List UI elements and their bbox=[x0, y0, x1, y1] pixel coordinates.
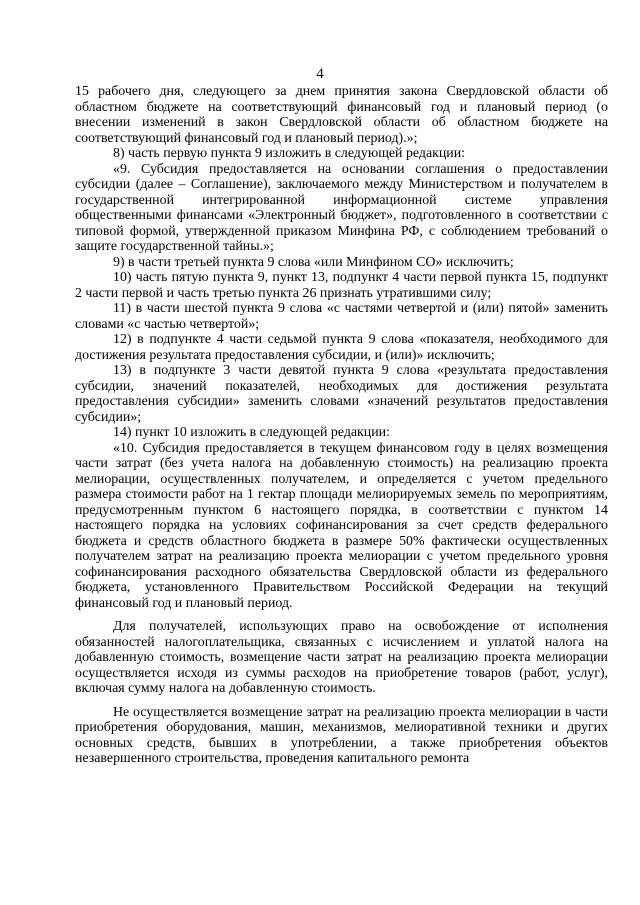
paragraph-item-8: 8) часть первую пункта 9 изложить в следующей редакции: bbox=[113, 146, 466, 161]
paragraph-item-13: 13) в подпункте 3 части девятой пункта 9 слова «результата предоставления субсидии, значений показателей, необходимых для достижения результата предоставления субсидии» заменить словами «значений результатов предоставления субсидии»; bbox=[75, 363, 608, 425]
paragraph-item-14: 14) пункт 10 изложить в следующей редакции: bbox=[113, 425, 390, 440]
page-number: 4 bbox=[316, 66, 324, 82]
paragraph-clause-9: «9. Субсидия предоставляется на основании соглашения о предоставлении субсидии (далее – Соглашение), заключаемого между Министерством и получателем в государственной интегрированной информационной системе управления общественными финансами «Электронный бюджет», подготовленного в соответствии с типовой формой, утвержденной приказом Минфина РФ, с соблюдением требований о защите государственной тайны.»; bbox=[75, 161, 608, 254]
paragraph-exclusions: Не осуществляется возмещение затрат на реализацию проекта мелиорации в части приобретения оборудования, машин, механизмов, мелиоративной техники и других основных средств, бывших в употреблении, а также приобретения объектов незавершенного строительства, проведения капитального ремонта bbox=[75, 704, 608, 766]
paragraph-continuation: 15 рабочего дня, следующего за днем принятия закона Свердловской области об областном бюджете на соответствующий финансовый год и плановый период (о внесении изменений в закон Свердловской области об областном бюджете на соответствующий финансовый год и плановый период).»; bbox=[75, 84, 608, 146]
paragraph-vat-exemption: Для получателей, использующих право на освобождение от исполнения обязанностей налогоплательщика, связанных с исчислением и уплатой налога на добавленную стоимость, возмещение части затрат на реализацию проекта мелиорации осуществляется исходя из суммы расходов на приобретение товаров (работ, услуг), включая сумму налога на добавленную стоимость. bbox=[75, 619, 608, 696]
document-body bbox=[75, 84, 608, 767]
paragraph-clause-10: «10. Субсидия предоставляется в текущем финансовом году в целях возмещения части затрат (без учета налога на добавленную стоимость) на реализацию проекта мелиорации, осуществленных получателем, и определяется с учетом предельного размера стоимости работ на 1 гектар площади мелиорируемых земель по мероприятиям, предусмотренным пунктом 6 настоящего порядка, в соответствии с пунктом 14 настоящего порядка на условиях софинансирования за счет средств федерального бюджета и средств областного бюджета в размере 50% фактически осуществленных получателем затрат на реализацию проекта мелиорации с учетом предельного уровня софинансирования расходного обязательства Свердловской области из федерального бюджета, установленного Правительством Российской Федерации на текущий финансовый год и плановый период. bbox=[75, 440, 608, 611]
paragraph-item-12: 12) в подпункте 4 части седьмой пункта 9 слова «показателя, необходимого для достижения результата предоставления субсидии, и (или)» исключить; bbox=[75, 332, 608, 363]
paragraph-item-10: 10) часть пятую пункта 9, пункт 13, подпункт 4 части первой пункта 15, подпункт 2 части первой и часть третью пункта 26 признать утратившими силу; bbox=[75, 270, 608, 301]
paragraph-item-11: 11) в части шестой пункта 9 слова «с частями четвертой и (или) пятой» заменить словами «с частью четвертой»; bbox=[75, 301, 608, 332]
paragraph-item-9: 9) в части третьей пункта 9 слова «или Минфином СО» исключить; bbox=[113, 254, 514, 270]
